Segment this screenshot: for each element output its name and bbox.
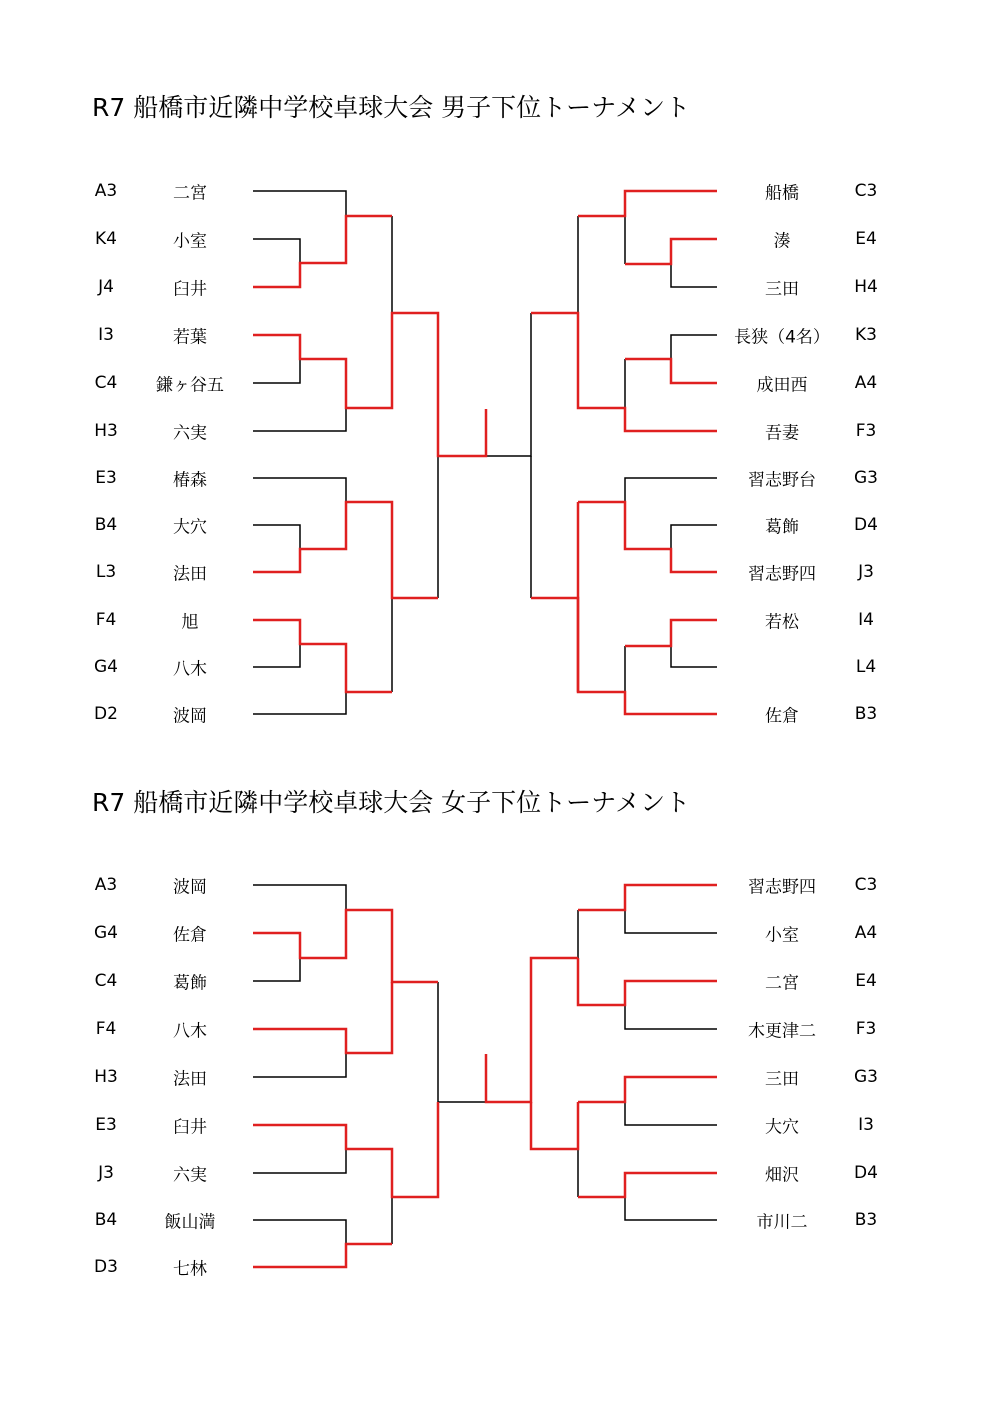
team-name: 波岡 <box>173 877 207 898</box>
girls-winner-lines <box>253 885 717 1267</box>
bracket-line <box>253 1149 346 1173</box>
team-name: 成田西 <box>756 375 808 396</box>
team-name: 習志野四 <box>748 877 816 898</box>
bracket-line <box>438 982 486 1102</box>
seed-label: H4 <box>854 277 878 297</box>
team-name: 習志野四 <box>748 564 816 585</box>
winner-path <box>578 1077 717 1102</box>
seed-label: F3 <box>855 421 877 441</box>
team-name: 臼井 <box>173 279 207 300</box>
team-name: 法田 <box>173 1069 207 1090</box>
winner-path <box>253 982 392 1053</box>
team-name: 三田 <box>765 279 799 300</box>
team-name: 小室 <box>765 925 799 946</box>
seed-label: A3 <box>94 875 118 895</box>
team-name: 佐倉 <box>765 706 799 727</box>
team-name: 葛飾 <box>173 973 207 994</box>
seed-label: B4 <box>94 1210 118 1230</box>
seed-label: E3 <box>95 468 117 488</box>
team-name: 三田 <box>765 1069 799 1090</box>
team-name: 椿森 <box>173 470 207 491</box>
seed-label: G4 <box>94 657 118 677</box>
bracket-line <box>625 1005 717 1029</box>
seed-label: B3 <box>854 704 878 724</box>
bracket-line <box>253 1220 346 1244</box>
seed-label: I3 <box>858 1115 874 1135</box>
seed-label: E4 <box>855 229 877 249</box>
seed-label: J4 <box>98 277 114 297</box>
team-name: 若葉 <box>173 327 207 348</box>
team-name: 吾妻 <box>765 423 799 444</box>
winner-path <box>253 1244 392 1267</box>
seed-label: L4 <box>855 657 877 677</box>
team-name: 葛飾 <box>765 517 799 538</box>
team-name: 八木 <box>173 1021 207 1042</box>
team-name: 湊 <box>773 231 791 252</box>
team-name: 臼井 <box>173 1117 207 1138</box>
team-name: 大穴 <box>173 517 207 538</box>
seed-label: A3 <box>94 181 118 201</box>
bracket-line <box>253 958 300 981</box>
seed-label: H3 <box>94 421 118 441</box>
seed-label: C3 <box>854 875 878 895</box>
seed-label: H3 <box>94 1067 118 1087</box>
team-name: 若松 <box>765 612 799 633</box>
seed-label: D4 <box>854 1163 878 1183</box>
seed-label: C4 <box>94 373 118 393</box>
seed-label: D2 <box>94 704 118 724</box>
team-name: 船橋 <box>765 183 799 204</box>
seed-label: F3 <box>855 1019 877 1039</box>
seed-label: J3 <box>98 1163 114 1183</box>
team-name: 木更津二 <box>748 1021 816 1042</box>
team-name: 長狭（4名） <box>734 327 830 348</box>
seed-label: F4 <box>95 610 117 630</box>
seed-label: E3 <box>95 1115 117 1135</box>
bracket-line <box>625 1102 717 1125</box>
winner-path <box>253 910 438 982</box>
team-name: 飯山満 <box>164 1212 216 1233</box>
team-name: 八木 <box>173 659 207 680</box>
team-name: 市川二 <box>756 1212 808 1233</box>
seed-label: L3 <box>95 562 117 582</box>
seed-label: D3 <box>94 1257 118 1277</box>
girls-title: R7 船橋市近隣中学校卓球大会 女子下位トーナメント <box>92 788 691 817</box>
winner-path <box>253 1102 438 1197</box>
team-name: 大穴 <box>765 1117 799 1138</box>
boys-title: R7 船橋市近隣中学校卓球大会 男子下位トーナメント <box>92 93 691 122</box>
team-name: 法田 <box>173 564 207 585</box>
bracket-line <box>253 1053 346 1077</box>
seed-label: B3 <box>854 1210 878 1230</box>
seed-label: B4 <box>94 515 118 535</box>
seed-label: K3 <box>855 325 877 345</box>
winner-path <box>531 1102 578 1149</box>
team-name: 小室 <box>173 231 207 252</box>
winner-path <box>578 885 717 910</box>
seed-label: D4 <box>854 515 878 535</box>
winner-path <box>578 958 717 1005</box>
bracket-line <box>625 910 717 933</box>
seed-label: I4 <box>858 610 874 630</box>
seed-label: C4 <box>94 971 118 991</box>
seed-label: G3 <box>854 1067 878 1087</box>
winner-path <box>578 1173 717 1197</box>
seed-label: A4 <box>854 923 878 943</box>
team-name: 六実 <box>173 1165 207 1186</box>
seed-label: J3 <box>858 562 874 582</box>
bracket-line <box>625 1197 717 1220</box>
seed-label: A4 <box>854 373 878 393</box>
team-name: 七林 <box>173 1259 207 1280</box>
team-name: 旭 <box>181 612 199 633</box>
team-name: 波岡 <box>173 706 207 727</box>
winner-path <box>486 958 578 1102</box>
seed-label: G4 <box>94 923 118 943</box>
team-name: 佐倉 <box>173 925 207 946</box>
seed-label: I3 <box>98 325 114 345</box>
seed-label: C3 <box>854 181 878 201</box>
seed-label: E4 <box>855 971 877 991</box>
seed-label: G3 <box>854 468 878 488</box>
team-name: 六実 <box>173 423 207 444</box>
seed-label: F4 <box>95 1019 117 1039</box>
team-name: 畑沢 <box>765 1165 799 1186</box>
team-name: 二宮 <box>173 183 207 204</box>
team-name: 習志野台 <box>748 470 816 491</box>
team-name: 二宮 <box>765 973 799 994</box>
seed-label: K4 <box>95 229 117 249</box>
team-name: 鎌ヶ谷五 <box>156 375 224 396</box>
bracket-line <box>253 885 346 910</box>
